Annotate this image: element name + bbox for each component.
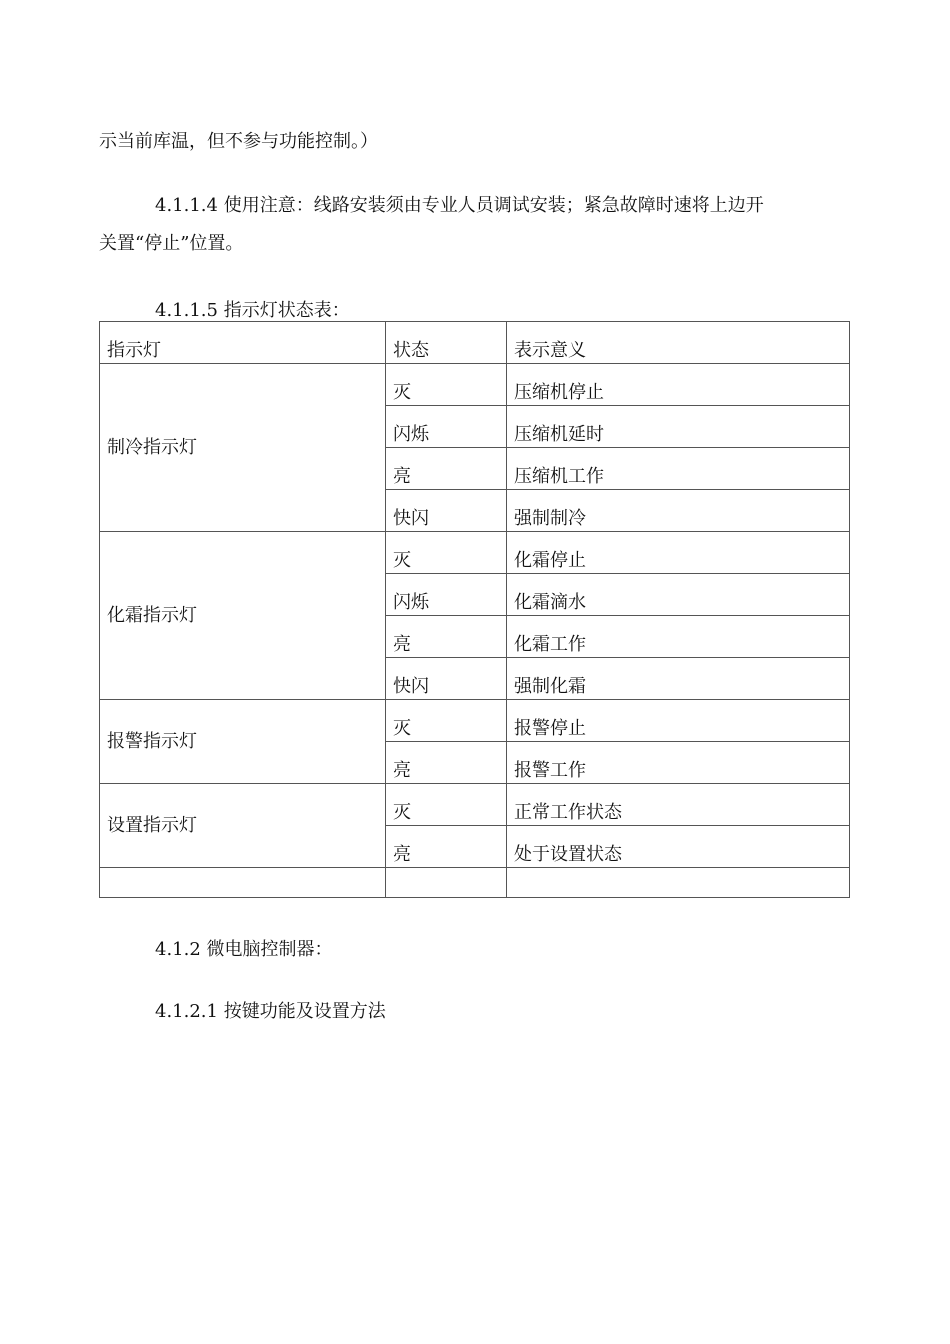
- group-cell-alarm: 报警指示灯: [100, 700, 386, 784]
- paragraph-continuation: 示当前库温，但不参与功能控制。）: [99, 131, 378, 152]
- header-indicator: 指示灯: [100, 322, 386, 364]
- state-cell: 灭: [386, 364, 507, 406]
- state-cell: 亮: [386, 742, 507, 784]
- state-cell: 灭: [386, 532, 507, 574]
- table-caption: 4.1.1.5 指示灯状态表：: [155, 300, 350, 321]
- paragraph-usage-note-line1: 4.1.1.4 使用注意：线路安装须由专业人员调试安装；紧急故障时速将上边开: [155, 195, 764, 216]
- meaning-cell: 压缩机停止: [507, 364, 850, 406]
- state-cell: 闪烁: [386, 574, 507, 616]
- group-cell-setting: 设置指示灯: [100, 784, 386, 868]
- state-cell: 灭: [386, 784, 507, 826]
- meaning-cell: 处于设置状态: [507, 826, 850, 868]
- meaning-cell: 化霜停止: [507, 532, 850, 574]
- table-row: [100, 532, 850, 574]
- header-state: 状态: [386, 322, 507, 364]
- meaning-cell: 正常工作状态: [507, 784, 850, 826]
- state-cell: 快闪: [386, 658, 507, 700]
- table-row: [100, 700, 850, 742]
- empty-cell: [386, 868, 507, 898]
- empty-cell: [507, 868, 850, 898]
- meaning-cell: 压缩机工作: [507, 448, 850, 490]
- group-cell-defrost: 化霜指示灯: [100, 532, 386, 700]
- state-cell: 闪烁: [386, 406, 507, 448]
- state-cell: 亮: [386, 448, 507, 490]
- state-cell: 灭: [386, 700, 507, 742]
- section-heading-controller: 4.1.2 微电脑控制器：: [155, 939, 333, 960]
- section-heading-keys: 4.1.2.1 按键功能及设置方法: [155, 1001, 386, 1022]
- table-empty-row: [100, 868, 850, 898]
- table-row: [100, 784, 850, 826]
- table-row: [100, 364, 850, 406]
- meaning-cell: 强制化霜: [507, 658, 850, 700]
- indicator-status-table: [99, 321, 850, 898]
- paragraph-usage-note-line2: 关置“停止”位置。: [99, 233, 244, 254]
- meaning-cell: 报警停止: [507, 700, 850, 742]
- meaning-cell: 强制制冷: [507, 490, 850, 532]
- state-cell: 快闪: [386, 490, 507, 532]
- empty-cell: [100, 868, 386, 898]
- table-header-row: [100, 322, 850, 364]
- meaning-cell: 化霜工作: [507, 616, 850, 658]
- meaning-cell: 压缩机延时: [507, 406, 850, 448]
- meaning-cell: 报警工作: [507, 742, 850, 784]
- state-cell: 亮: [386, 616, 507, 658]
- state-cell: 亮: [386, 826, 507, 868]
- group-cell-cooling: 制冷指示灯: [100, 364, 386, 532]
- header-meaning: 表示意义: [507, 322, 850, 364]
- meaning-cell: 化霜滴水: [507, 574, 850, 616]
